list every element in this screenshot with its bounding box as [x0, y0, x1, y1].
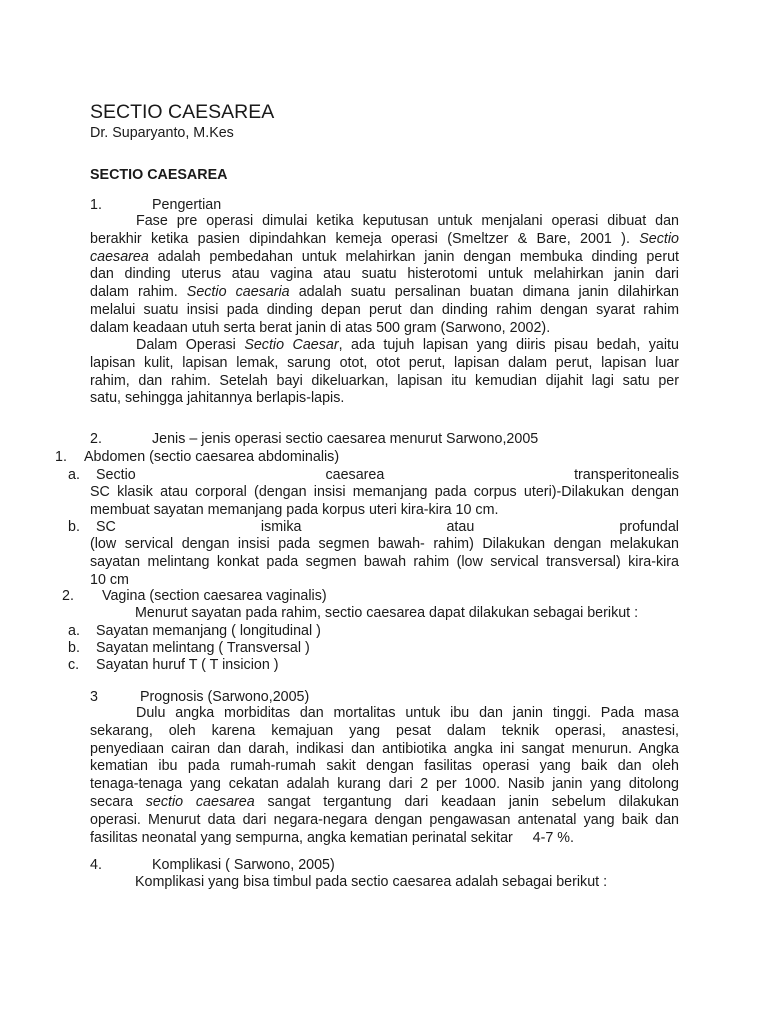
sub-item-c-text: Sayatan huruf T ( T insicion ): [96, 657, 279, 673]
section-4-text: Komplikasi yang bisa timbul pada sectio caesarea adalah sebagai berikut :: [135, 874, 608, 890]
text-line: SC klasik atau corporal (dengan insisi memanjang pada corpus uteri)-Dilakukan dengan: [90, 484, 679, 500]
text-line: dalam keadaan utuh serta berat janin di atas 500 gram (Sarwono, 2002).: [90, 319, 551, 336]
text-line: tenaga-tenaga yang cekatan adalah kurang dari 2 per 1000. Nasib janin yang ditolong: [90, 776, 679, 793]
text-line: Dalam Operasi Sectio Caesar, ada tujuh lapisan yang diiris pisau bedah, yaitu: [136, 337, 679, 353]
text-line: sayatan melintang konkat pada segmen bawah rahim (low servical transversal) kira-kira: [90, 553, 679, 570]
text-line: Dulu angka morbiditas dan mortalitas untuk ibu dan janin tinggi. Pada masa: [136, 705, 679, 721]
sub-item-b-text: Sayatan melintang ( Transversal ): [96, 640, 310, 656]
section-1-number: 1.: [90, 197, 102, 213]
sub-item-a-text: Sayatan memanjang ( longitudinal ): [96, 623, 321, 639]
text-line: satu, sehingga jahitannya berlapis-lapis.: [90, 390, 345, 407]
text-line: melalui suatu insisi pada dinding depan perut dan dinding rahim dengan syarat rahim: [90, 301, 679, 318]
text-line: rahim, dan rahim. Setelah bayi dikeluarkan, lapisan itu kemudian dijahit lagi satu per: [90, 372, 679, 389]
section-2-number: 2.: [90, 431, 102, 447]
document-title: SECTIO CAESAREA: [90, 101, 275, 123]
item-b-text: [90, 536, 679, 589]
section-4-label: Komplikasi ( Sarwono, 2005): [152, 857, 335, 873]
text-line: secara sectio caesarea sangat tergantung dari keadaan janin sebelum dilakukan: [90, 793, 680, 810]
text-line: berakhir ketika pasien dipindahkan kemeja operasi (Smeltzer & Bare, 2001 ). Sectio: [90, 230, 679, 247]
item-2-number: 2.: [62, 588, 74, 604]
section-1-paragraph-1: [90, 213, 679, 338]
section-4-number: 4.: [90, 857, 102, 873]
section-1-paragraph-2: [90, 337, 679, 408]
text-line: dalam rahim. Sectio caesaria adalah suatu persalinan buatan dimana janin dilahirkan: [90, 284, 679, 301]
sub-item-a-number: a.: [68, 623, 80, 639]
item-2-text: Menurut sayatan pada rahim, sectio caesarea dapat dilakukan sebagai berikut :: [135, 605, 639, 621]
item-1-number: 1.: [55, 449, 67, 465]
section-heading: SECTIO CAESAREA: [90, 167, 228, 183]
text-line: membuat sayatan memanjang pada korpus uteri kira-kira 10 cm.: [90, 501, 499, 518]
text-line: dan dinding uterus atau vagina atau suatu histerotomi untuk melahirkan janin dari: [90, 266, 679, 283]
item-a-number: a.: [68, 467, 80, 483]
text-line: sekarang, oleh karena kemajuan yang pesat dalam teknik operasi, anastesi,: [90, 722, 679, 739]
item-b-heading: SC ismika atau profundal: [96, 519, 679, 535]
text-line: penyediaan cairan dan darah, indikasi dan antibiotika angka ini sangat menurun. Angka: [90, 740, 679, 757]
item-2-label: Vagina (section caesarea vaginalis): [102, 588, 327, 604]
section-3-number: 3: [90, 689, 98, 705]
section-3-paragraph: [90, 705, 679, 847]
item-a-heading: Sectio caesarea transperitonealis: [96, 467, 679, 483]
text-line: caesarea adalah pembedahan untuk melahirkan janin dengan membuka dinding perut: [90, 248, 679, 265]
text-line: lapisan kulit, lapisan lemak, sarung otot, otot perut, lapisan dalam perut, lapisan luar: [90, 354, 679, 371]
document-author: Dr. Suparyanto, M.Kes: [90, 125, 234, 141]
text-line: 10 cm: [90, 571, 129, 588]
sub-item-c-number: c.: [68, 657, 80, 673]
text-line: operasi. Menurut data dari negara-negara dengan pengawasan antenatal yang baik dan: [90, 811, 679, 828]
section-3-label: Prognosis (Sarwono,2005): [140, 689, 310, 705]
sub-item-b-number: b.: [68, 640, 80, 656]
section-1-label: Pengertian: [152, 197, 222, 213]
text-line: fasilitas neonatal yang sempurna, angka kematian perinatal sekitar 4-7 %.: [90, 829, 574, 846]
section-2-label: Jenis – jenis operasi sectio caesarea menurut Sarwono,2005: [152, 431, 539, 447]
text-line: kematian ibu pada rumah-rumah sakit dengan fasilitas operasi yang baik dan oleh: [90, 758, 679, 775]
item-1-label: Abdomen (sectio caesarea abdominalis): [84, 449, 340, 465]
item-a-text: [90, 484, 679, 520]
text-line: (low servical dengan insisi pada segmen bawah- rahim) Dilakukan dengan melakukan: [90, 536, 679, 552]
item-b-number: b.: [68, 519, 80, 535]
text-line: Fase pre operasi dimulai ketika keputusan untuk menjalani operasi dibuat dan: [136, 213, 679, 229]
